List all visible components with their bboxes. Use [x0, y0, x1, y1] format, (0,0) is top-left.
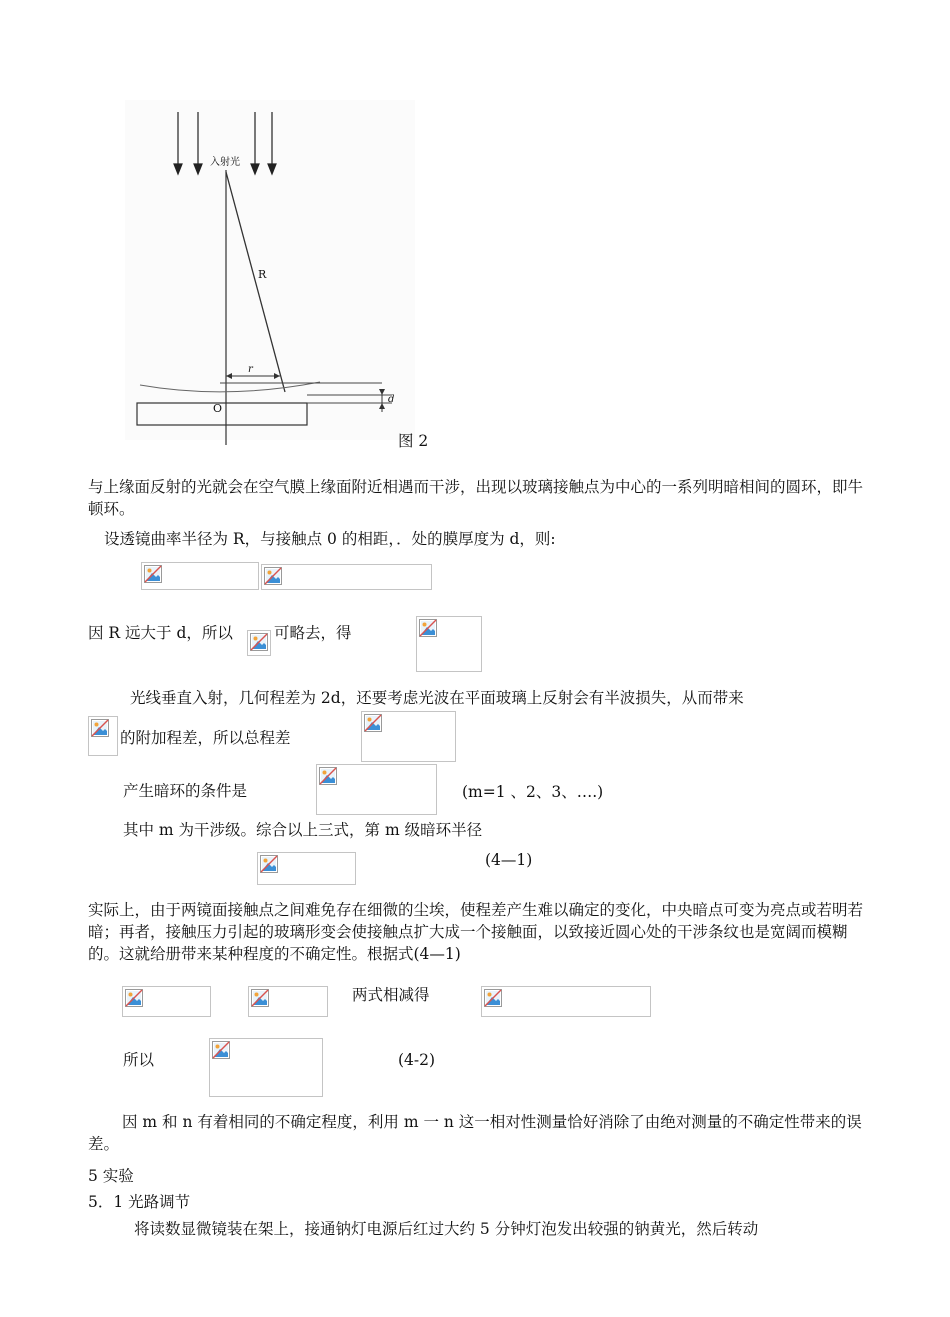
- equation-number-4-2: (4-2): [398, 1051, 436, 1069]
- paragraph-lens-setup: 设透镜曲率半径为 R，与接触点 0 的相距，．处的膜厚度为 d，则:: [104, 530, 556, 548]
- text-r-much-larger: 因 R 远大于 d，所以: [88, 624, 233, 642]
- formula-image-3: [247, 630, 271, 656]
- paragraph-microscope-setup: 将读数显微镜装在架上，接通钠灯电源后红过大约 5 分钟灯泡发出较强的钠黄光，然后转动: [134, 1220, 759, 1238]
- text-dark-ring-condition: 产生暗环的条件是: [123, 782, 248, 800]
- figure-diagram: [120, 100, 420, 450]
- text-m-values: (m=1 、2、3、….): [462, 783, 604, 801]
- broken-image-icon: [484, 989, 502, 1007]
- equation-number-4-1: (4—1): [485, 851, 533, 869]
- newton-ring-figure: [120, 100, 420, 450]
- paragraph-relative-measurement: 因 m 和 n 有着相同的不确定程度，利用 m 一 n 这一相对性测量恰好消除了由绝对测量的不确定性带来的误差。: [88, 1113, 862, 1153]
- label-incident-light: 入射光: [210, 157, 240, 168]
- formula-image-9: [122, 986, 211, 1017]
- text-additional-path: 的附加程差，所以总程差: [120, 729, 291, 747]
- broken-image-icon: [319, 767, 337, 785]
- broken-image-icon: [91, 719, 109, 737]
- text-therefore: 所以: [123, 1051, 155, 1069]
- formula-image-12: [209, 1038, 323, 1097]
- text-vertical-incidence: 光线垂直入射，几何程差为 2d，还要考虑光波在平面玻璃上反射会有半波损失，从而带来: [130, 689, 744, 707]
- broken-image-icon: [364, 714, 382, 732]
- broken-image-icon: [419, 619, 437, 637]
- broken-image-icon: [251, 989, 269, 1007]
- label-radius: R: [258, 268, 267, 281]
- formula-image-5: [88, 716, 118, 756]
- subsection-heading-optical-path: 5．1 光路调节: [88, 1193, 191, 1211]
- formula-image-11: [481, 986, 651, 1017]
- text-subtract: 两式相减得: [352, 986, 430, 1004]
- formula-image-1: [141, 562, 259, 590]
- broken-image-icon: [260, 855, 278, 873]
- formula-image-8: [257, 852, 356, 885]
- paragraph-uncertainty: 实际上，由于两镜面接触点之间难免存在细微的尘埃，使程差产生难以确定的变化，中央暗点可变为亮点或若明若暗；再者，接触压力引起的玻璃形变会使接触点扩大成一个接触面，以致接近圆心处的干涉条纹也是宽阔而模糊的。这就给册带来某种程度的不确定性。根据式(4—1): [88, 901, 864, 963]
- section-heading-experiment: 5 实验: [88, 1167, 134, 1185]
- label-thickness: d: [388, 394, 395, 405]
- paragraph-newton-rings: 与上缘面反射的光就会在空气膜上缘面附近相遇而干涉，出现以玻璃接触点为中心的一系列明暗相间的圆环，即牛顿环。: [88, 478, 864, 518]
- formula-image-6: [361, 711, 456, 762]
- formula-image-10: [248, 986, 328, 1017]
- broken-image-icon: [125, 989, 143, 1007]
- figure-caption: 图 2: [398, 432, 429, 450]
- formula-image-2: [261, 564, 432, 590]
- text-interference-order: 其中 m 为干涉级。综合以上三式，第 m 级暗环半径: [123, 821, 483, 839]
- broken-image-icon: [250, 633, 268, 651]
- label-r: r: [248, 364, 253, 375]
- text-can-omit: 可略去，得: [274, 624, 352, 642]
- formula-image-4: [416, 616, 482, 672]
- formula-image-7: [316, 764, 437, 815]
- broken-image-icon: [144, 565, 162, 583]
- broken-image-icon: [212, 1041, 230, 1059]
- label-origin: O: [213, 402, 223, 415]
- broken-image-icon: [264, 567, 282, 585]
